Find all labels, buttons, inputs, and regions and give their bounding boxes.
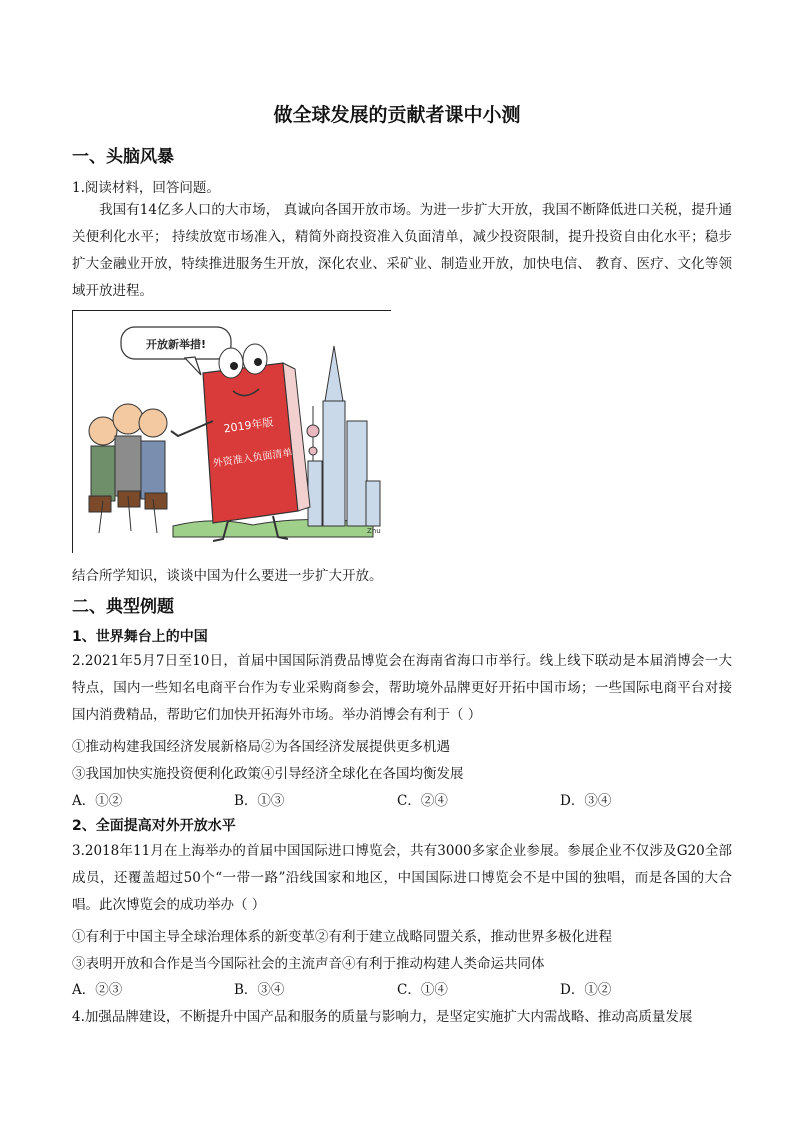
option-c: C．②④ (397, 793, 448, 809)
cartoon-illustration (73, 311, 391, 553)
question-1-intro: 1.阅读材料，回答问题。 (72, 180, 220, 196)
option-d: D．③④ (560, 793, 612, 809)
question-1-prompt: 结合所学知识，谈谈中国为什么要进一步扩大开放。 (72, 568, 383, 584)
artist-signature: Zhu (367, 527, 381, 535)
question-2-statements-1: ①推动构建我国经济发展新格局②为各国经济发展提供更多机遇 (72, 739, 450, 755)
question-2-statements-2: ③我国加快实施投资便利化政策④引导经济全球化在各国均衡发展 (72, 766, 464, 782)
option-a: A．②③ (72, 982, 123, 998)
subsection-heading-opening-up: 2、全面提高对外开放水平 (72, 818, 236, 834)
opening-up-cartoon (72, 310, 391, 553)
option-a: A．①② (72, 793, 123, 809)
question-3-statements-1: ①有利于中国主导全球治理体系的新变革②有利于建立战略同盟关系，推动世界多极化进程 (72, 929, 612, 945)
business-people-icon (89, 404, 167, 533)
section-heading-brainstorm: 一、头脑风暴 (72, 147, 174, 167)
question-4-stem: 4.加强品牌建设，不断提升中国产品和服务的质量与影响力，是坚定实施扩大内需战略、推动高质量发展 (72, 1009, 693, 1025)
speech-text: 开放新举措! (145, 338, 207, 351)
question-3-stem: 3.2018年11月在上海举办的首届中国国际进口博览会，共有3000多家企业参展。参展企业不仅涉及G20全部成员，还覆盖超过50个“一带一路”沿线国家和地区，中国国际进口博览会不是中国的独唱，而是各国的大合唱。此次博览会的成功举办（ ） (72, 843, 732, 913)
option-b: B．③④ (234, 982, 285, 998)
skyline-icon (307, 346, 380, 526)
page-title: 做全球发展的贡献者课中小测 (273, 104, 521, 126)
negative-list-book-icon (171, 344, 310, 541)
subsection-heading-world-stage: 1、世界舞台上的中国 (72, 629, 208, 645)
book-title-text: 外资准入负面清单 (212, 447, 294, 470)
question-3-statements-2: ③表明开放和合作是当今国际社会的主流声音④有利于推动构建人类命运共同体 (72, 956, 545, 972)
option-d: D．①② (560, 982, 612, 998)
option-c: C．①④ (397, 982, 448, 998)
question-1-material: 我国有14亿多人口的大市场， 真诚向各国开放市场。为进一步扩大开放，我国不断降低进口关税，提升通关便利化水平； 持续放宽市场准入，精简外商投资准入负面清单，减少投资限制，提升投资自由化水平；稳步扩大金融业开放，特续推进服务生开放，深化农业、采矿业、制造业开放，加快电信、 教育、医疗、文化等领域开放进程。 (72, 202, 732, 299)
speech-bubble (121, 327, 231, 375)
question-2-stem: 2.2021年5月7日至10日，首届中国国际消费品博览会在海南省海口市举行。线上线下联动是本届消博会一大特点，国内一些知名电商平台作为专业采购商参会，帮助境外品牌更好开拓中国市场；一些国际电商平台对接国内消费精品，帮助它们加快开拓海外市场。举办消博会有利于（ ） (72, 653, 732, 723)
book-year-text: 2019年版 (222, 415, 275, 436)
option-b: B．①③ (234, 793, 285, 809)
section-heading-examples: 二、典型例题 (72, 597, 174, 617)
